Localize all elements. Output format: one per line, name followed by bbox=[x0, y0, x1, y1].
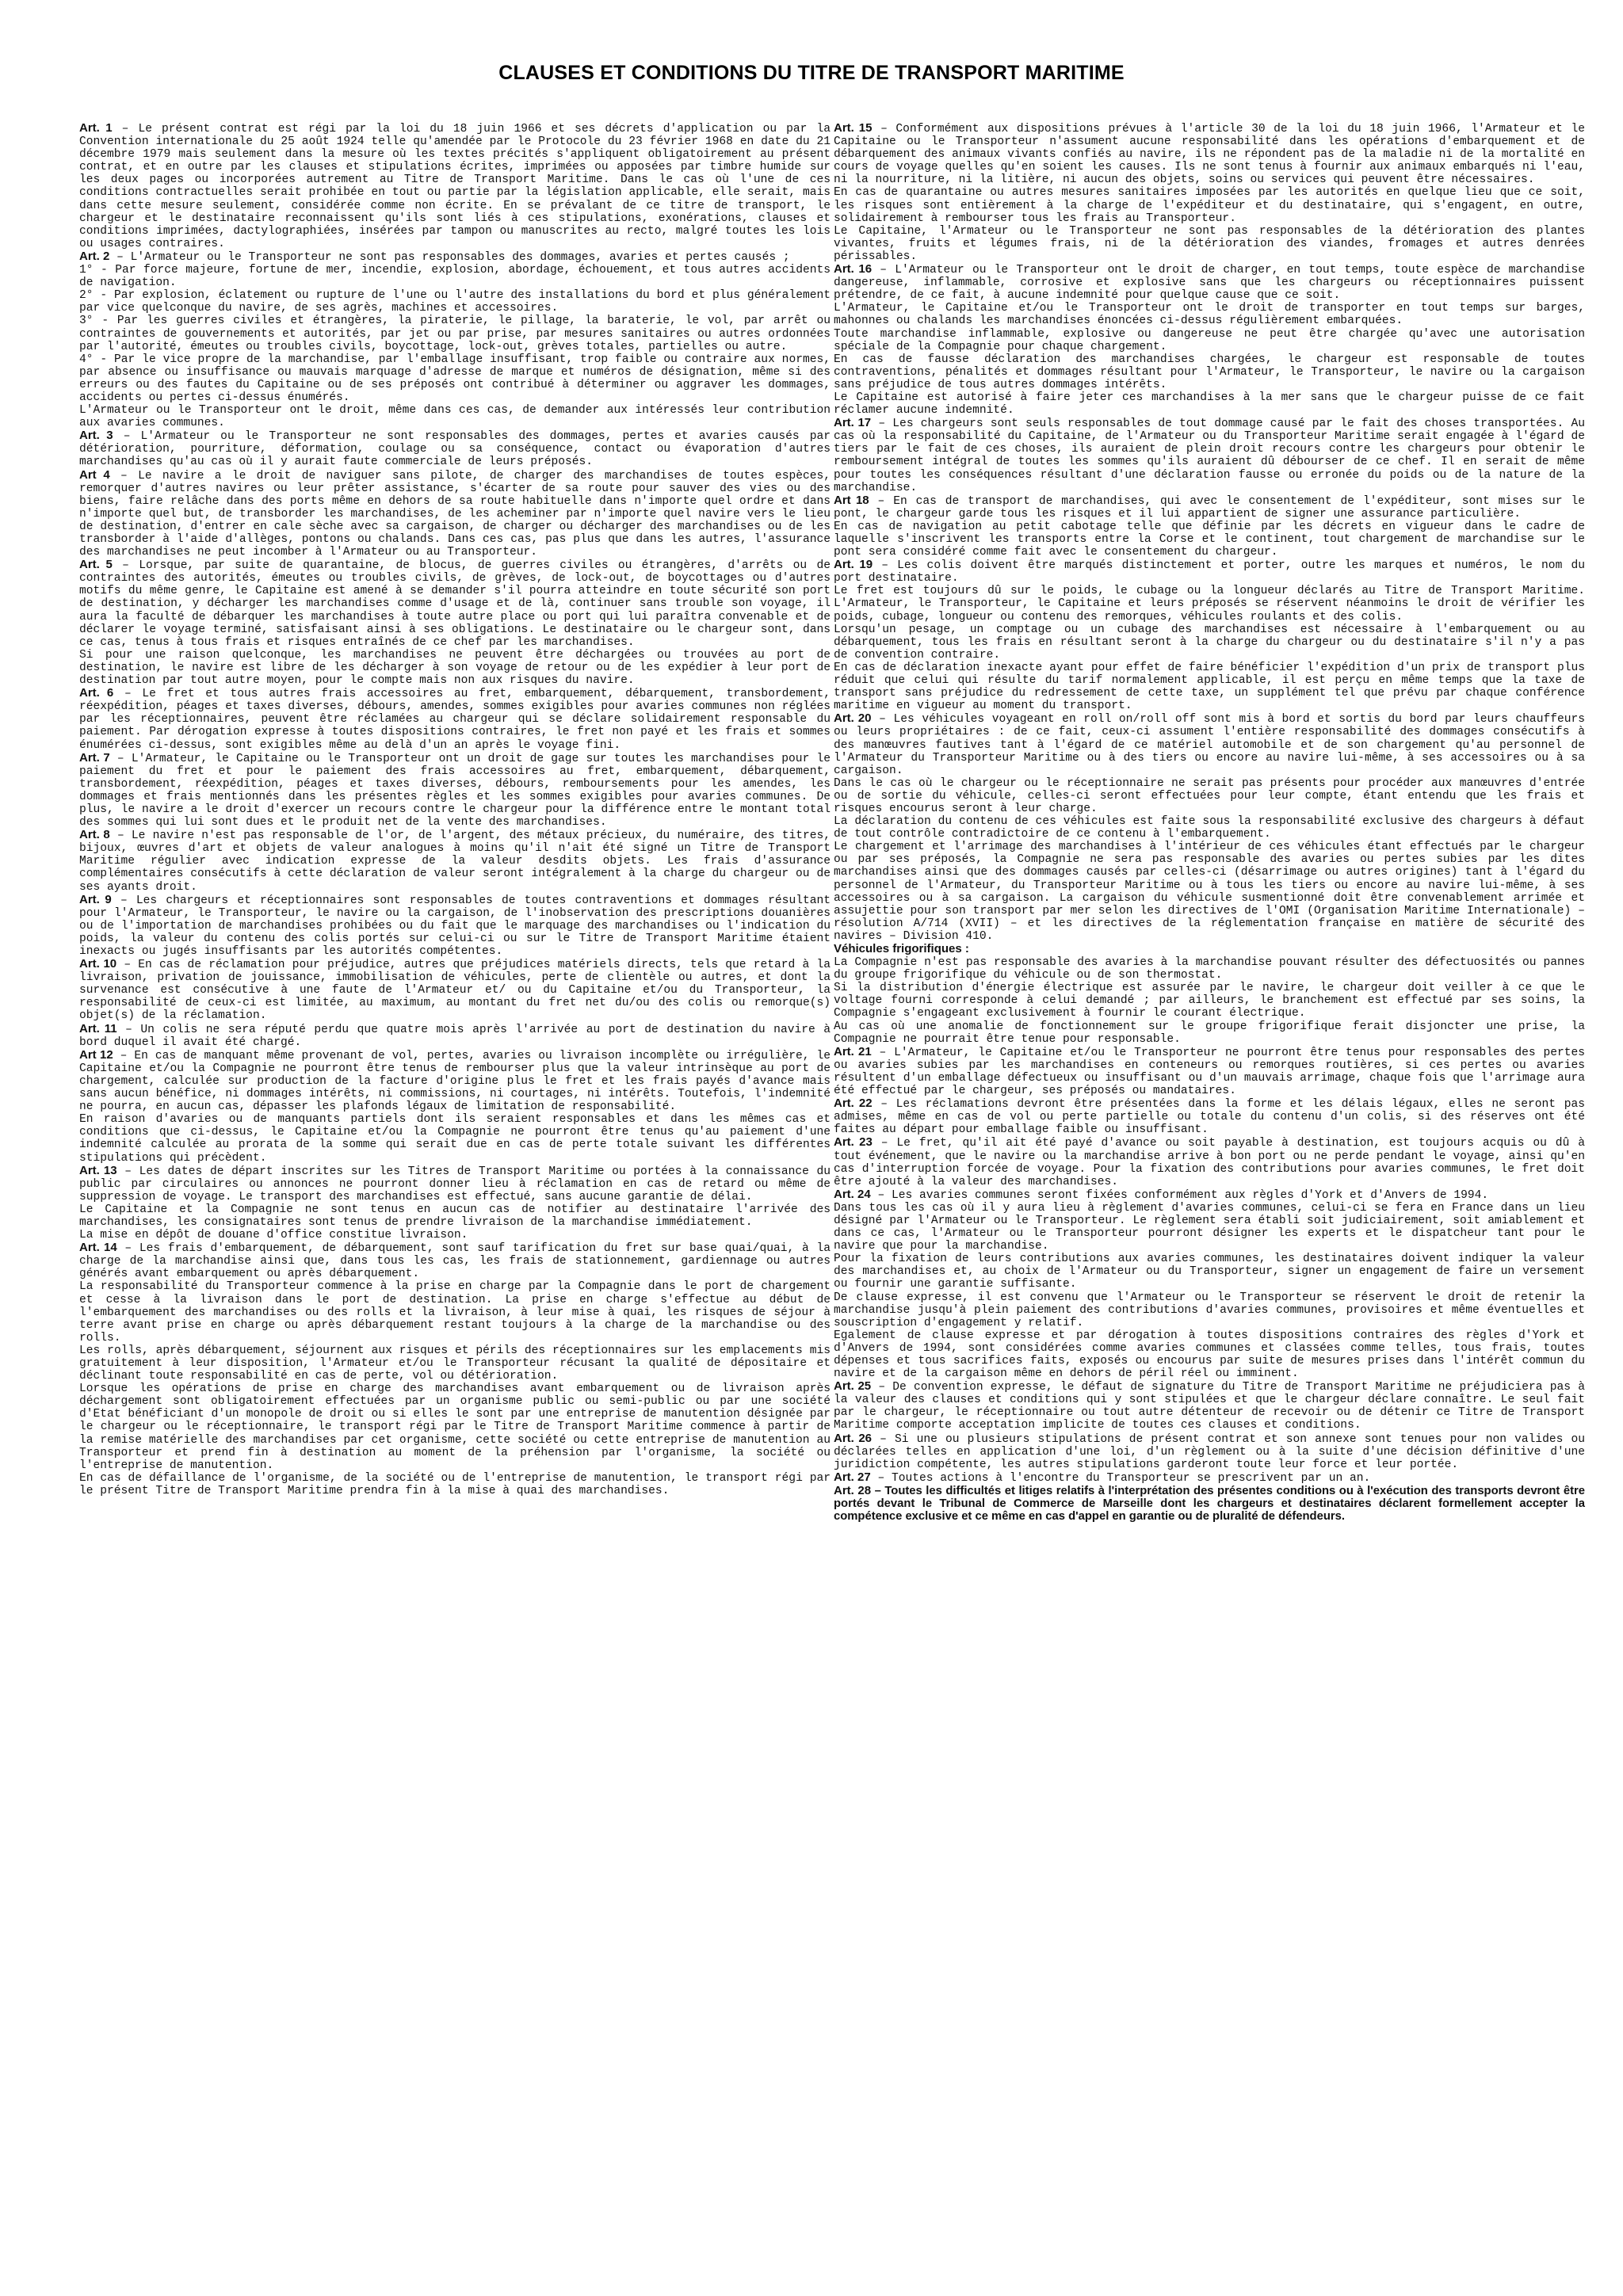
clause-text: La déclaration du contenu de ces véhicules est faite sous la responsabilité exclusive des chargeurs à défaut de tout contrôle contradictoire de ce contenu à l'embarquement. bbox=[834, 815, 1585, 841]
clause-paragraph bbox=[834, 815, 1585, 841]
clause-text: La responsabilité du Transporteur commence à la prise en charge par la Compagnie dans le port de chargement et cesse à la livraison dans le port de destination. La prise en charge s'effectue au début de l'embarquement des marchandises ou des rolls et la livraison, à leur mise à quai, les risques de séjour à terre avant prise en charge ou après débarquement restant toujours à la charge de la marchandise ou des rolls. bbox=[79, 1280, 831, 1344]
clause-paragraph bbox=[834, 521, 1585, 559]
clause-text: Lorsqu'un pesage, un comptage ou un cubage des marchandises est nécessaire à l'embarquement ou au débarquement, tous les frais en résultant seront à la charge du chargeur ou du destinataire s'il n'y a pas de convention contraire. bbox=[834, 623, 1585, 662]
clause-paragraph bbox=[79, 1203, 831, 1229]
clause-paragraph bbox=[834, 1471, 1585, 1485]
article-label: Art. 14 bbox=[79, 1241, 117, 1255]
article-label: Art. 1 bbox=[79, 121, 113, 135]
article-label: Art. 11 bbox=[79, 1021, 117, 1035]
article-label: Art. 8 bbox=[79, 828, 110, 842]
clause-text: Toute marchandise inflammable, explosive ou dangereuse ne peut être chargée qu'avec une autorisation spéciale de la Compagnie pour chaque chargement. bbox=[834, 327, 1585, 353]
clause-paragraph bbox=[79, 829, 831, 893]
article-label: Art. 15 bbox=[834, 121, 873, 135]
clause-text: – L'Armateur ou le Transporteur ont le droit de charger, en tout temps, toute espèce de marchandise dangereuse, inflammable, corrosive et explosive sans que les chargeurs ou réceptionnaires puissent prétendre, de ce fait, à aucune indemnité pour quelque cause que ce soit. bbox=[834, 264, 1585, 303]
clause-paragraph bbox=[834, 1188, 1585, 1202]
article-label: Art. 20 bbox=[834, 711, 872, 726]
clause-text: – L'Armateur, le Capitaine ou le Transporteur ont un droit de gage sur toutes les marchandises pour le paiement du fret et pour le paiement des frais accessoires au fret, embarquement, débarquement, transbordement, réexpédition, péages et taxes diverses, débours, remboursements pour les amendes, les dommages et frais mentionnés dans les présentes règles et les sommes exigibles pour avaries communes. De plus, le navire a le droit d'exercer un recours contre le chargeur pour la différence entre le montant total des sommes qui lui sont dues et le produit net de la vente des marchandises. bbox=[79, 752, 831, 830]
clause-text: – Le présent contrat est régi par la loi du 18 juin 1966 et ses décrets d'application ou par la Convention internationale du 25 août 1924 telle qu'amendée par le Protocole du 23 février 1968 en date du 21 décembre 1979 mais seulement dans la mesure où les textes précités s'appliquent obligatoirement au présent contrat, et en outre par les clauses et stipulations écrites, imprimées ou apposées par timbre humide sur les deux pages ou incorporées autrement au Titre de Transport Maritime. Dans le cas où l'une de ces conditions contractuelles serait prohibée en tout ou partie par la législation applicable, elle serait, mais dans cette mesure seulement, considérée comme non écrite. En se prévalant de ce titre de transport, le chargeur et le destinataire reconnaissent qu'ils sont liés à ces stipulations, exonérations, clauses et conditions imprimées, dactylographiées, insérées par tampon ou manuscrites au recto, malgré toutes les lois ou usages contraires. bbox=[79, 123, 831, 250]
clause-text: Dans le cas où le chargeur ou le réceptionnaire ne serait pas présents pour procéder aux manœuvres d'entrée ou de sortie du véhicule, celles-ci seront effectuées pour leur compte, étant entendu que les frais et risques encourus seront à leur charge. bbox=[834, 776, 1585, 815]
clause-text: – Les frais d'embarquement, de débarquement, sont sauf tarification du fret sur base quai/quai, à la charge de la marchandise ainsi que, dans tous les cas, les frais de stationnement, gardiennage ou autres générés avant embarquement ou après débarquement. bbox=[79, 1242, 831, 1281]
clause-text: En cas de fausse déclaration des marchandises chargées, le chargeur est responsable de toutes contraventions, pénalités et dommages résultant pour l'Armateur, le Transporteur, le navire ou la cargaison sans préjudice de tous autres dommages intérêts. bbox=[834, 353, 1585, 391]
clause-paragraph bbox=[79, 1023, 831, 1049]
clause-paragraph bbox=[834, 1380, 1585, 1432]
article-label: Art. 28 bbox=[834, 1483, 872, 1497]
clause-paragraph bbox=[79, 1344, 831, 1383]
clause-paragraph bbox=[79, 1229, 831, 1241]
article-label: Art. 25 bbox=[834, 1379, 872, 1394]
clause-text: En cas de déclaration inexacte ayant pour effet de faire bénéficier l'expédition d'un prix de transport plus réduit que celui qui résulte du tarif normalement applicable, il est perçu en même temps que la taxe de transport sans préjudice du redressement de cette taxe, un supplément tel que prévu par chaque conférence maritime en vigueur au moment du transport. bbox=[834, 661, 1585, 713]
clause-text: Si pour une raison quelconque, les marchandises ne peuvent être déchargées ou trouvées au port de destination, le navire est libre de les décharger à son voyage de retour ou de les expédier à leur port de destination par tout autre moyen, pour le compte mais non aux risques du navire. bbox=[79, 648, 831, 688]
clause-text: En cas de quarantaine ou autres mesures sanitaires imposées par les autorités en quelque lieu que ce soit, les risques sont entièrement à la charge de l'expéditeur et du destinataire, qui s'engagent, en outre, solidairement à rembourser tous les frais au Transporteur. bbox=[834, 186, 1585, 225]
clause-text: – En cas de réclamation pour préjudice, autres que préjudices matériels directs, tels que retard à la livraison, privation de jouissance, immobilisation de véhicules, perte de clientèle ou autres, et dont la survenance est consécutive à une faute de l'Armateur et/ ou du Capitaine et/ou du Transporteur, la responsabilité de ceux-ci est limitée, au maximum, au montant du fret net du/ou des colis ou remorque(s) objet(s) de la réclamation. bbox=[79, 959, 831, 1023]
clause-paragraph bbox=[834, 1291, 1585, 1329]
clause-paragraph bbox=[79, 958, 831, 1022]
clause-text: Le Capitaine, l'Armateur ou le Transporteur ne sont pas responsables de la détérioration des plantes vivantes, fruits et légumes frais, ni de la détérioration des viandes, fromages et autres denrées périssables. bbox=[834, 224, 1585, 263]
article-label: Art. 19 bbox=[834, 558, 873, 572]
clause-text: Le Capitaine et la Compagnie ne sont tenus en aucun cas de notifier au destinataire l'arrivée des marchandises, les consignataires sont tenus de prendre livraison de la marchandise immédiatement. bbox=[79, 1203, 831, 1229]
clause-paragraph bbox=[79, 429, 831, 468]
final-clause-paragraph bbox=[834, 1485, 1585, 1524]
clause-text: – Les réclamations devront être présentées dans la forme et les délais légaux, elles ne seront pas admises, même en cas de vol ou perte partielle ou totale du contenu d'un colis, si des réserves ont été faites au départ pour emballage faible ou insuffisant. bbox=[834, 1098, 1585, 1137]
clause-paragraph bbox=[834, 624, 1585, 662]
clause-paragraph bbox=[834, 1020, 1585, 1046]
article-label: Art. 2 bbox=[79, 249, 110, 263]
article-label: Art. 23 bbox=[834, 1135, 873, 1150]
clause-paragraph bbox=[834, 559, 1585, 585]
clause-text: – Les colis doivent être marqués distinctement et porter, outre les marques et numéros, le nom du port destinataire. bbox=[834, 559, 1585, 585]
clause-paragraph bbox=[79, 649, 831, 687]
clause-text: Pour la fixation de leurs contributions aux avaries communes, les destinataires doivent indiquer la valeur des marchandises et, au choix de l'Armateur ou du Transporteur, signer un engagement de faire un versement ou fournir une garantie suffisante. bbox=[834, 1253, 1585, 1291]
clause-text: – En cas de manquant même provenant de vol, pertes, avaries ou livraison incomplète ou irrégulière, le Capitaine et/ou la Compagnie ne pourront être tenus de rembourser plus que la valeur intrinsèque au port de chargement, calculée sur production de la facture d'origine plus le fret et les frais payés d'avance mais sans aucun bénéfice, ni dommages intérêts, ni commissions, ni courtages, ni intérêts. Toutefois, l'indemnité ne pourra, en aucun cas, dépasser les plafonds légaux de limitation de responsabilité. bbox=[79, 1049, 831, 1114]
clause-paragraph bbox=[834, 1046, 1585, 1097]
clause-paragraph bbox=[834, 391, 1585, 417]
clause-text: En cas de navigation au petit cabotage telle que définie par les décrets en vigueur dans le cadre de laquelle s'inscrivent les transports entre la Corse et le continent, tout chargement de marchandise sur le pont sera considéré comme fait avec le consentement du chargeur. bbox=[834, 520, 1585, 559]
clause-paragraph bbox=[79, 122, 831, 250]
article-label: Art 4 bbox=[79, 467, 110, 482]
article-label: Art. 13 bbox=[79, 1163, 117, 1177]
clause-paragraph bbox=[834, 1253, 1585, 1291]
clause-text: – Toutes les difficultés et litiges relatifs à l'interprétation des présentes conditions ou à l'exécution des transports devront être portés devant le Tribunal de Commerce de Marseille dont les chargeurs et destinataires déclarent formellement accepter la compétence exclusive et ce même en cas d'appel en garantie ou de pluralité de défendeurs. bbox=[834, 1484, 1585, 1524]
clause-text: – Le navire n'est pas responsable de l'or, de l'argent, des métaux précieux, du numéraire, des titres, bijoux, œuvres d'art et objets de valeur analogues à moins qu'il n'ait été signé un Titre de Transport Maritime régulier avec indication expresse de la valeur desdits objets. Les frais d'assurance complémentaires consécutifs à cette déclaration de valeur seront intégralement à la charge du chargeur ou de ses ayants droit. bbox=[79, 830, 831, 894]
clause-paragraph bbox=[834, 122, 1585, 186]
clause-text: En raison d'avaries ou de manquants partiels dont ils seraient responsables et dans les mêmes cas et conditions que ci-dessus, le Capitaine et/ou la Compagnie ne pourront être tenus qu'au paiement d'une indemnité calculée au prorata de la somme qui serait due en cas de perte totale suivant les différentes stipulations qui précèdent. bbox=[79, 1113, 831, 1165]
clause-text: – Les dates de départ inscrites sur les Titres de Transport Maritime ou portées à la connaissance du public par circulaires ou annonces ne pourront donner lieu à réclamation en cas de retard ou même de suppression de voyage. Le transport des marchandises est effectué, sans aucune garantie de délai. bbox=[79, 1165, 831, 1203]
clause-paragraph bbox=[79, 1049, 831, 1113]
document-title: CLAUSES ET CONDITIONS DU TITRE DE TRANSPORT MARITIME bbox=[498, 62, 1125, 84]
clause-text: – Le fret, qu'il ait été payé d'avance ou soit payable à destination, est toujours acquis ou dû à tout événement, que le navire ou la marchandise arrive à bon port ou ne perde pendant le voyage, ainsi qu'en cas d'interruption forcée de voyage. Pour la fixation des contributions pour avaries communes, le fret doit être ajouté à la valeur des marchandises. bbox=[834, 1137, 1585, 1188]
clause-paragraph bbox=[834, 1136, 1585, 1188]
clause-paragraph bbox=[834, 494, 1585, 521]
clause-text: La mise en dépôt de douane d'office constitue livraison. bbox=[79, 1229, 468, 1242]
clause-text: Le fret est toujours dû sur le poids, le cubage ou la longueur déclarés au Titre de Transport Maritime. L'Armateur, le Transporteur, le Capitaine et leurs préposés se réservent néanmoins le droit de vérifier les poids, cubage, longueur ou contenu des remorques, véhicules roulants et des colis. bbox=[834, 585, 1585, 624]
clause-text: Si la distribution d'énergie électrique est assurée par le navire, le chargeur doit veiller à ce que le voltage fourni corresponde à celui demandé ; par ailleurs, le branchement est effectué par ses soins, la Compagnie s'engageant exclusivement à fournir le courant électrique. bbox=[834, 982, 1585, 1020]
clause-text: Les rolls, après débarquement, séjournent aux risques et périls des réceptionnaires sur les emplacements mis gratuitement à leur disposition, l'Armateur et/ou le Transporteur récusant la qualité de dépositaire et déclinant toute responsabilité en cas de perte, vol ou détérioration. bbox=[79, 1344, 831, 1383]
clause-paragraph bbox=[834, 417, 1585, 494]
clause-text: – L'Armateur, le Capitaine et/ou le Transporteur ne pourront être tenus pour responsables des pertes ou avaries subies par les marchandises en conteneurs ou remorques routières, si ces pertes ou avaries résultent d'un emballage défectueux ou insuffisant ou d'un mauvais arrimage, chaque fois que l'arrimage aura été effectué par le chargeur, ses préposés ou mandataires. bbox=[834, 1046, 1585, 1098]
clause-paragraph bbox=[79, 1472, 831, 1497]
clause-text: – En cas de transport de marchandises, qui avec le consentement de l'expéditeur, sont mises sur le pont, le chargeur garde tous les risques et il lui appartient de signer une assurance particulière. bbox=[834, 494, 1585, 521]
clause-paragraph bbox=[834, 662, 1585, 712]
clause-paragraph bbox=[834, 353, 1585, 391]
subheading: Véhicules frigorifiques : bbox=[834, 942, 969, 955]
clause-paragraph bbox=[79, 289, 831, 315]
clause-text: – Le fret et tous autres frais accessoires au fret, embarquement, débarquement, transbordement, réexpédition, péages et taxes diverses, débours, amendes, sommes exigibles pour avaries communes non réglées par les réceptionnaires, peuvent être réclamées au chargeur qui se déclare solidairement responsable du paiement. Par dérogation expresse à toutes dispositions contraires, le fret non payé et les frais et sommes énumérées ci-dessus, sont exigibles même au delà d'un an après le voyage fini. bbox=[79, 688, 831, 752]
clause-paragraph bbox=[79, 264, 831, 289]
clause-text: L'Armateur ou le Transporteur ont le droit, même dans ces cas, de demander aux intéressés leur contribution aux avaries communes. bbox=[79, 404, 831, 430]
clause-text: – Les véhicules voyageant en roll on/roll off sont mis à bord et sortis du bord par leurs chauffeurs ou leurs propriétaires : de ce fait, ceux-ci assument l'entière responsabilité des dommages consécutifs à des manœuvres fautives tant à l'égard de ce matériel automobile et de son chargement qu'au personnel de l'Armateur du Transporteur Maritime ou à des tiers ou encore au navire lui-même, à ses accessoires ou à sa cargaison. bbox=[834, 713, 1585, 777]
article-label: Art. 16 bbox=[834, 262, 873, 277]
clause-text: – Un colis ne sera réputé perdu que quatre mois après l'arrivée au port de destination du navire à bord duquel il avait été chargé. bbox=[79, 1023, 831, 1049]
article-label: Art. 3 bbox=[79, 429, 113, 443]
clause-paragraph bbox=[79, 1280, 831, 1344]
clause-text: – Les chargeurs sont seuls responsables de tout dommage causé par le fait des choses transportées. Au cas où la responsabilité du Capitaine, de l'Armateur ou du Transporteur Maritime serait engagée à l'égard de tiers par le fait de ces choses, ils auraient de plein droit recours contre les chargeurs pour obtenir le remboursement intégral de toutes les sommes qu'ils auraient dû débourser de ce chef. Il en serait de même pour toutes les conséquences résultant d'une déclaration fausse ou erronée du poids ou de la nature de la marchandise. bbox=[834, 418, 1585, 494]
clause-text: – Toutes actions à l'encontre du Transporteur se prescrivent par un an. bbox=[870, 1471, 1371, 1485]
article-label: Art 18 bbox=[834, 493, 869, 507]
clause-paragraph bbox=[834, 1202, 1585, 1253]
clause-paragraph bbox=[79, 315, 831, 353]
article-label: Art. 27 bbox=[834, 1470, 871, 1484]
left-column bbox=[79, 122, 831, 1497]
clause-paragraph bbox=[834, 956, 1585, 982]
clause-text: 4° - Par le vice propre de la marchandise, par l'emballage insuffisant, trop faible ou contraire aux normes, par absence ou insuffisance ou mauvais marquage d'adresse de marque et numéros de désignation, même si des erreurs ou des fautes du Capitaine ou de ses préposés ont contribué à déterminer ou aggraver les dommages, accidents ou pertes ci-dessus énumérés. bbox=[79, 353, 831, 404]
clause-paragraph bbox=[79, 1165, 831, 1203]
clause-paragraph bbox=[834, 1097, 1585, 1136]
article-label: Art. 26 bbox=[834, 1431, 873, 1445]
clause-paragraph bbox=[834, 1329, 1585, 1380]
clause-text: Egalement de clause expresse et par dérogation à toutes dispositions contraires des règles d'York et d'Anvers de 1994, sont considérées comme avaries communes et classées comme telles, tous frais, toutes dépenses et tous sacrifices faits, exposés ou encourus par suite de mesures prises dans l'intérêt commun du navire et de la cargaison même en dehors de péril réel ou imminent. bbox=[834, 1329, 1585, 1381]
clause-paragraph bbox=[79, 250, 831, 264]
subheading-paragraph bbox=[834, 943, 1585, 956]
clause-paragraph bbox=[834, 1432, 1585, 1471]
clause-text: Dans tous les cas où il y aura lieu à règlement d'avaries communes, celui-ci se fera en France dans un lieu désigné par l'Armateur ou le Transporteur. Le règlement sera établi soit judiciairement, soit amiablement et dans ce cas, l'Armateur ou le Transporteur pourront désigner les experts et le dispatcheur tant pour le navire que pour la marchandise. bbox=[834, 1201, 1585, 1253]
article-label: Art. 21 bbox=[834, 1044, 872, 1058]
article-label: Art 12 bbox=[79, 1047, 113, 1062]
clause-paragraph bbox=[834, 225, 1585, 263]
clause-paragraph bbox=[79, 1241, 831, 1280]
clause-paragraph bbox=[79, 687, 831, 751]
clause-paragraph bbox=[79, 559, 831, 649]
right-column bbox=[834, 122, 1585, 1524]
clause-paragraph bbox=[834, 585, 1585, 623]
clause-paragraph bbox=[834, 712, 1585, 776]
clause-text: De clause expresse, il est convenu que l'Armateur ou le Transporteur se réservent le droit de retenir la marchandise jusqu'à plein paiement des contributions d'avaries communes, provisoires et même éventuelles et souscription d'engagement y relatif. bbox=[834, 1291, 1585, 1329]
clause-text: – L'Armateur ou le Transporteur ne sont responsables des dommages, pertes et avaries causés par détérioration, pourriture, déformation, coulage ou sa conséquence, contact ou évaporation d'autres marchandises qu'au cas où il y aurait faute commerciale de leurs préposés. bbox=[79, 430, 831, 469]
article-label: Art. 6 bbox=[79, 686, 114, 700]
clause-text: – Les chargeurs et réceptionnaires sont responsables de toutes contraventions et dommages résultant pour l'Armateur, le Transporteur, le navire ou la cargaison, de l'inobservation des prescriptions douanières ou de l'importation de marchandises prohibées ou du fait que le marquage des marchandises ou l'indication du poids, la valeur du contenu des colis portés sur celui-ci ou sur le Titre de Transport Maritime étaient inexacts ou jugés insuffisants par les autorités compétentes. bbox=[79, 894, 831, 958]
clause-text: – Le navire a le droit de naviguer sans pilote, de charger des marchandises de toutes espèces, remorquer d'autres navires ou leur prêter assistance, s'écarter de sa route pour sauver des vies ou des biens, faire relâche dans des ports même en dehors de sa route habituelle dans n'importe quel ordre et dans n'importe quel but, de transborder les marchandises, de les acheminer par n'importe quel navire vers le lieu de destination, d'entrer en cale sèche avec sa cargaison, de charger ou décharger des marchandises ou de les transborder à l'aide d'allèges, pontons ou chalands. Dans ces cas, pas plus que dans les autres, l'assurance des marchandises ne peut incomber à l'Armateur ou au Transporteur. bbox=[79, 469, 831, 559]
clause-text: – Si une ou plusieurs stipulations de présent contrat et son annexe sont tenues pour non valides ou déclarées telles en application d'une loi, d'un règlement ou à la suite d'une décision définitive d'une juridiction compétente, les autres stipulations garderont toute leur force et leur portée. bbox=[834, 1432, 1585, 1471]
article-label: Art. 17 bbox=[834, 416, 872, 430]
clause-text: En cas de défaillance de l'organisme, de la société ou de l'entreprise de manutention, le transport régi par le présent Titre de Transport Maritime prendra fin à la mise à quai des marchandises. bbox=[79, 1471, 831, 1497]
clause-text: Le Capitaine est autorisé à faire jeter ces marchandises à la mer sans que le chargeur puisse de ce fait réclamer aucune indemnité. bbox=[834, 391, 1585, 418]
clause-text: – Lorsque, par suite de quarantaine, de blocus, de guerres civiles ou étrangères, d'arrêts ou de contraintes des autorités, émeutes ou troubles civils, de grèves, de lock-out, de boycottages ou d'autres motifs du même genre, le Capitaine est amené à se demander s'il pourra atteindre en toute sécurité son port de destination, y décharger les marchandises comme d'usage et de là, continuer sans trouble son voyage, il aura la faculté de débarquer les marchandises à toute autre place ou port qui lui paraîtra convenable et de déclarer le voyage terminé, satisfaisant ainsi à ses obligations. Le destinataire ou le chargeur sont, dans ce cas, tenus à tous frais et risques entraînés de ce chef par les marchandises. bbox=[79, 559, 831, 649]
clause-text: 2° - Par explosion, éclatement ou rupture de l'une ou l'autre des installations du bord et plus généralement par vice quelconque du navire, de ses agrès, machines et accessoires. bbox=[79, 289, 831, 315]
clause-text: La Compagnie n'est pas responsable des avaries à la marchandise pouvant résulter des défectuosités ou pannes du groupe frigorifique du véhicule ou de son thermostat. bbox=[834, 956, 1585, 982]
clause-text: – Conformément aux dispositions prévues à l'article 30 de la loi du 18 juin 1966, l'Armateur et le Capitaine ou le Transporteur n'assument aucune responsabilité dans les opérations d'embarquement et de débarquement des animaux vivants confiés au navire, ils ne répondent pas de la maladie ni de la mortalité en cours de voyage quelles qu'en soient les causes. Ils ne sont tenus à fournir aux animaux embarqués ni l'eau, ni la nourriture, ni la litière, ni aucun des objets, soins ou services qui peuvent être nécessaires. bbox=[834, 123, 1586, 187]
clause-paragraph bbox=[834, 982, 1585, 1020]
clause-text: – L'Armateur ou le Transporteur ne sont pas responsables des dommages, avaries et pertes causés ; bbox=[109, 250, 790, 264]
clause-text: Lorsque les opérations de prise en charge des marchandises avant embarquement ou de livraison après déchargement sont obligatoirement effectuées par un organisme public ou semi-public ou par une société d'Etat bénéficiant d'un monopole de droit ou si elles le sont par une entreprise de manutention désignée par le chargeur ou le réceptionnaire, le transport régi par le Titre de Transport Maritime commence à partir de la remise matérielle des marchandises par cet organisme, cette société ou cette entreprise de manutention au Transporteur et prend fin à destination au moment de la préhension par l'organisme, la société ou l'entreprise de manutention. bbox=[79, 1383, 831, 1472]
article-label: Art. 22 bbox=[834, 1097, 873, 1111]
clause-text: Le chargement et l'arrimage des marchandises à l'intérieur de ces véhicules étant effectués par le chargeur ou par ses préposés, la Compagnie ne sera pas responsable des avaries ou pertes subies par les dites marchandises ainsi que des dommages causés par celles-ci (désarrimage ou autres origines) tant à l'égard du personnel de l'Armateur, du Transporteur Maritime ou à tous les tiers ou encore au navire lui-même, à ses accessoires ou à sa cargaison. La cargaison du véhicule susmentionné doit être convenablement arrimée et assujettie pour son transport par mer selon les directives de l'OMI (Organisation Maritime Internationale) – résolution A/714 (XVII) – et les directives de la réglementation française en matière de sécurité des navires – Division 410. bbox=[834, 841, 1585, 943]
clause-text: – De convention expresse, le défaut de signature du Titre de Transport Maritime ne préjudiciera pas à la valeur des clauses et conditions qui y sont stipulées et que le chargeur déclare connaître. Le seul fait par le chargeur, le réceptionnaire ou tout autre détenteur de recevoir ou de détenir ce Titre de Transport Maritime comporte acceptation implicite de toutes ces clauses et conditions. bbox=[834, 1381, 1585, 1432]
article-label: Art. 10 bbox=[79, 957, 117, 971]
clause-text: – Les avaries communes seront fixées conformément aux règles d'York et d'Anvers de 1994. bbox=[870, 1188, 1489, 1202]
article-label: Art. 24 bbox=[834, 1187, 871, 1201]
clause-paragraph bbox=[79, 404, 831, 429]
clause-paragraph bbox=[834, 263, 1585, 302]
clause-paragraph bbox=[79, 752, 831, 830]
clause-text: 1° - Par force majeure, fortune de mer, incendie, explosion, abordage, échouement, et tous autres accidents de navigation. bbox=[79, 264, 831, 290]
clause-text: Au cas où une anomalie de fonctionnement sur le groupe frigorifique ferait disjoncter une prise, la Compagnie ne pourrait être tenue pour responsable. bbox=[834, 1020, 1585, 1046]
clause-paragraph bbox=[79, 1383, 831, 1472]
clause-paragraph bbox=[79, 1113, 831, 1164]
clause-text: 3° - Par les guerres civiles et étrangères, la piraterie, le pillage, la baraterie, le vol, par arrêt ou contraintes de gouvernements et autorités, par jet ou par prise, par mesures sanitaires ou autres ordonnées par l'autorité, émeutes ou troubles civils, boycottage, lock-out, grèves totales, partielles ou autre. bbox=[79, 315, 831, 353]
clause-paragraph bbox=[834, 841, 1585, 943]
clause-paragraph bbox=[79, 894, 831, 958]
clause-paragraph bbox=[79, 353, 831, 404]
clause-paragraph bbox=[834, 777, 1585, 815]
clause-paragraph bbox=[834, 302, 1585, 327]
article-label: Art. 5 bbox=[79, 558, 113, 572]
clause-paragraph bbox=[834, 186, 1585, 224]
clause-paragraph bbox=[834, 328, 1585, 353]
clause-text: L'Armateur, le Capitaine et/ou le Transporteur ont le droit de transporter en tout temps sur barges, mahonnes ou chalands les marchandises énoncées ci-dessus régulièrement embarquées. bbox=[834, 302, 1585, 328]
article-label: Art. 7 bbox=[79, 750, 110, 765]
article-label: Art. 9 bbox=[79, 892, 112, 906]
clause-paragraph bbox=[79, 469, 831, 559]
